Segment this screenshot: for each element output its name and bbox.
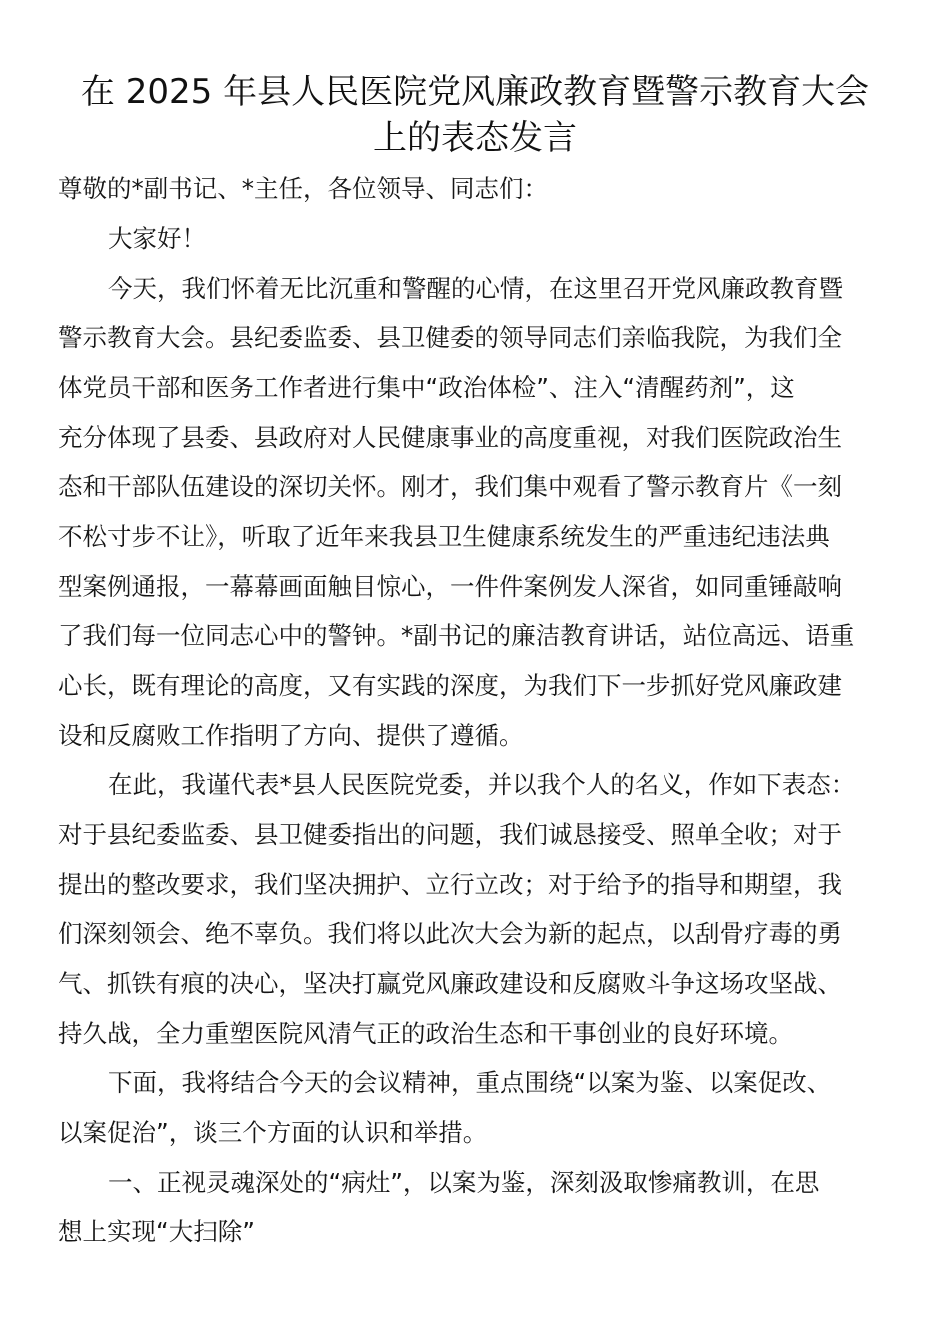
paragraph-line: 以案促治”，谈三个方面的认识和举措。 (58, 1118, 488, 1147)
section-heading-line: 想上实现“大扫除” (58, 1217, 255, 1246)
paragraph-line: 下面，我将结合今天的会议精神，重点围绕“以案为鉴、以案促改、 (108, 1068, 832, 1097)
greeting: 大家好！ (108, 224, 206, 253)
document-title-line-1: 在 2025 年县人民医院党风廉政教育暨警示教育大会 (80, 72, 870, 112)
paragraph-line: 设和反腐败工作指明了方向、提供了遵循。 (58, 721, 524, 750)
paragraph-line: 提出的整改要求，我们坚决拥护、立行立改；对于给予的指导和期望，我 (58, 870, 842, 899)
paragraph-line: 今天，我们怀着无比沉重和警醒的心情，在这里召开党风廉政教育暨 (108, 274, 843, 303)
document-title-line-2: 上的表态发言 (373, 118, 577, 158)
salutation: 尊敬的*副书记、*主任，各位领导、同志们： (58, 174, 548, 203)
paragraph-line: 型案例通报，一幕幕画面触目惊心，一件件案例发人深省，如同重锤敲响 (58, 572, 842, 601)
paragraph-line: 持久战，全力重塑医院风清气正的政治生态和干事创业的良好环境。 (58, 1019, 793, 1048)
paragraph-line: 心长，既有理论的高度，又有实践的深度，为我们下一步抓好党风廉政建 (58, 671, 842, 700)
paragraph-line: 态和干部队伍建设的深切关怀。刚才，我们集中观看了警示教育片《一刻 (58, 472, 842, 501)
paragraph-line: 充分体现了县委、县政府对人民健康事业的高度重视，对我们医院政治生 (58, 423, 842, 452)
paragraph-line: 气、抓铁有痕的决心，坚决打赢党风廉政建设和反腐败斗争这场攻坚战、 (58, 969, 842, 998)
paragraph-line: 不松寸步不让》，听取了近年来我县卫生健康系统发生的严重违纪违法典 (58, 522, 830, 551)
paragraph-line: 了我们每一位同志心中的警钟。*副书记的廉洁教育讲话，站位高远、语重 (58, 621, 855, 650)
paragraph-line: 警示教育大会。县纪委监委、县卫健委的领导同志们亲临我院，为我们全 (58, 323, 842, 352)
paragraph-line: 对于县纪委监委、县卫健委指出的问题，我们诚恳接受、照单全收；对于 (58, 820, 842, 849)
paragraph-line: 们深刻领会、绝不辜负。我们将以此次大会为新的起点，以刮骨疗毒的勇 (58, 919, 842, 948)
paragraph-line: 体党员干部和医务工作者进行集中“政治体检”、注入“清醒药剂”，这 (58, 373, 795, 402)
paragraph-line: 在此，我谨代表*县人民医院党委，并以我个人的名义，作如下表态： (108, 770, 856, 799)
section-heading-line: 一、正视灵魂深处的“病灶”，以案为鉴，深刻汲取惨痛教训，在思 (108, 1168, 820, 1197)
